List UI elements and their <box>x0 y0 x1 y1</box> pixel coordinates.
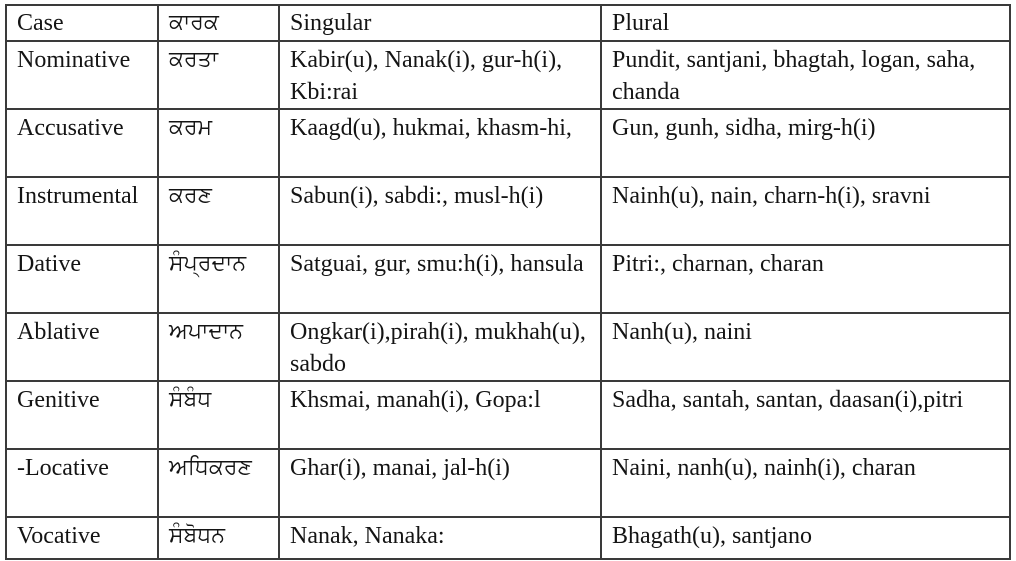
cell-singular: Ghar(i), manai, jal-h(i) <box>279 449 601 517</box>
cell-case: Vocative <box>6 517 158 559</box>
header-plural: Plural <box>601 5 1010 41</box>
table-row <box>6 381 1010 449</box>
cell-plural: Gun, gunh, sidha, mirg-h(i) <box>601 109 1010 177</box>
cell-plural: Nainh(u), nain, charn-h(i), sravni <box>601 177 1010 245</box>
cell-plural: Bhagath(u), santjano <box>601 517 1010 559</box>
cell-case: -Locative <box>6 449 158 517</box>
cell-case: Genitive <box>6 381 158 449</box>
cell-singular: Sabun(i), sabdi:, musl-h(i) <box>279 177 601 245</box>
cell-karak: ਕਰਣ <box>158 177 279 245</box>
cell-case: Nominative <box>6 41 158 109</box>
table-row <box>6 449 1010 517</box>
cell-singular: Kabir(u), Nanak(i), gur-h(i), Kbi:rai <box>279 41 601 109</box>
cell-case: Accusative <box>6 109 158 177</box>
case-table <box>5 4 1011 560</box>
cell-plural: Pundit, santjani, bhagtah, logan, saha, chanda <box>601 41 1010 109</box>
cell-case: Ablative <box>6 313 158 381</box>
cell-singular: Satguai, gur, smu:h(i), hansula <box>279 245 601 313</box>
cell-singular: Kaagd(u), hukmai, khasm-hi, <box>279 109 601 177</box>
cell-karak: ਕਰਤਾ <box>158 41 279 109</box>
cell-singular: Nanak, Nanaka: <box>279 517 601 559</box>
cell-karak: ਸੰਬੰਧ <box>158 381 279 449</box>
cell-singular: Khsmai, manah(i), Gopa:l <box>279 381 601 449</box>
cell-singular: Ongkar(i),pirah(i), mukhah(u), sabdo <box>279 313 601 381</box>
header-singular: Singular <box>279 5 601 41</box>
table-row <box>6 517 1010 559</box>
cell-karak: ਅਧਿਕਰਣ <box>158 449 279 517</box>
cell-karak: ਕਰਮ <box>158 109 279 177</box>
header-case: Case <box>6 5 158 41</box>
cell-case: Instrumental <box>6 177 158 245</box>
case-table-container <box>5 4 1011 556</box>
cell-plural: Naini, nanh(u), nainh(i), charan <box>601 449 1010 517</box>
cell-plural: Pitri:, charnan, charan <box>601 245 1010 313</box>
cell-karak: ਅਪਾਦਾਨ <box>158 313 279 381</box>
cell-karak: ਸੰਪ੍ਰਦਾਨ <box>158 245 279 313</box>
table-row <box>6 245 1010 313</box>
cell-plural: Nanh(u), naini <box>601 313 1010 381</box>
cell-plural: Sadha, santah, santan, daasan(i),pitri <box>601 381 1010 449</box>
cell-case: Dative <box>6 245 158 313</box>
table-header-row <box>6 5 1010 41</box>
header-karak: ਕਾਰਕ <box>158 5 279 41</box>
cell-karak: ਸੰਬੋਧਨ <box>158 517 279 559</box>
table-row <box>6 109 1010 177</box>
table-row <box>6 313 1010 381</box>
table-row <box>6 41 1010 109</box>
table-row <box>6 177 1010 245</box>
